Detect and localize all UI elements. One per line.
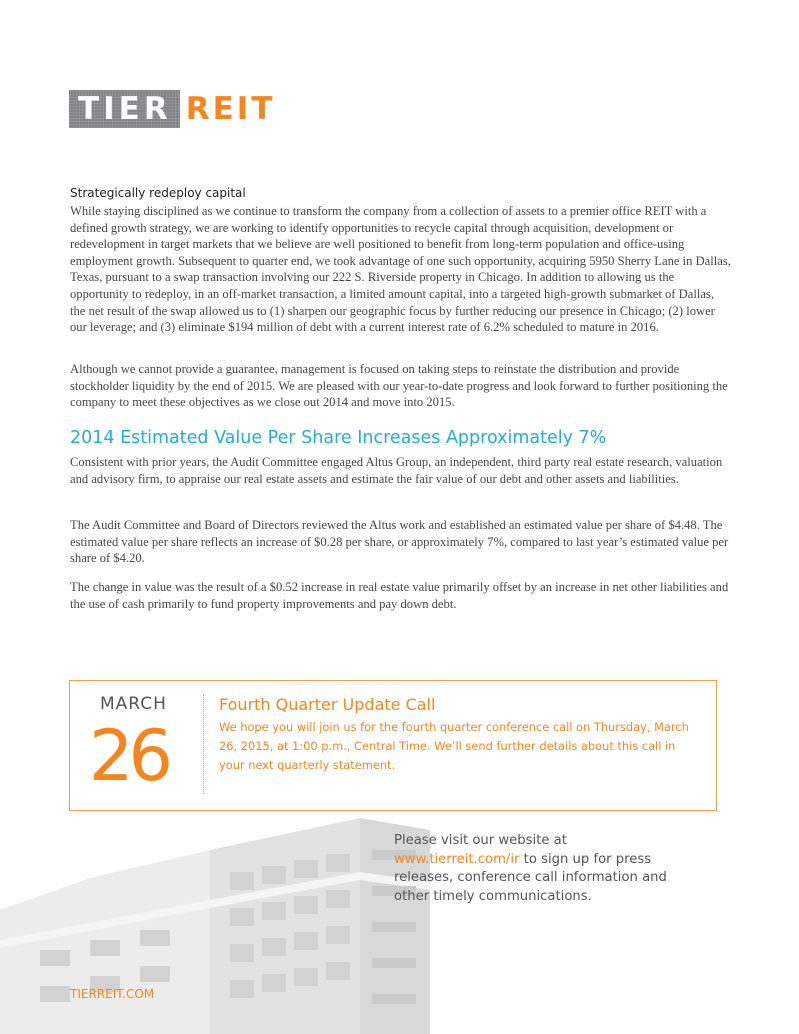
tierreit-logo	[69, 90, 275, 128]
callout-text: We hope you will join us for the fourth quarter conference call on Thursday, March 26, 2015, at 1:00 p.m., Central Time. We’ll send further details about this call in your next quarterly statement.	[219, 720, 689, 772]
section-heading-value-per-share: 2014 Estimated Value Per Share Increases Approximately 7%	[70, 428, 607, 448]
paragraph-change-in-value: The change in value was the result of a $0.52 increase in real estate value primarily offset by an increase in net other liabilities and the use of cash primarily to fund property improvements and pay down debt.	[70, 580, 729, 611]
paragraph-redeploy: While staying disciplined as we continue to transform the company from a collection of assets to a premier office REIT with a defined growth strategy, we are working to identify opportunities to recycle capital through acquisition, development or redevelopment in target markets that we believe are well positioned to benefit from long-term population and office-using employment growth. Subsequent to quarter end, we took advantage of one such opportunity, acquiring 5950 Sherry Lane in Dallas, Texas, pursuant to a swap transaction involving our 222 S. Riverside property in Chicago. In addition to allowing us the opportunity to redeploy, in an off-market transaction, a limited amount capital, into a targeted high-growth submarket of Dallas, the net result of the swap allowed us to (1) sharpen our geographic focus by further reducing our presence in Chicago; (2) lower our leverage; and (3) eliminate $194 million of debt with a current interest rate of 6.2% scheduled to mature in 2016.	[70, 204, 731, 335]
logo-reit-text: REIT	[185, 91, 276, 127]
footer-website-link[interactable]: TIERREIT.COM	[70, 987, 155, 1001]
visit-website-text	[394, 832, 694, 906]
logo-tier-text: TIER	[69, 90, 180, 128]
callout-day: 26	[89, 715, 169, 797]
section-heading-redeploy: Strategically redeploy capital	[70, 186, 246, 200]
visit-line1: Please visit our website at	[394, 833, 567, 848]
paragraph-guarantee: Although we cannot provide a guarantee, management is focused on taking steps to reinstate the distribution and provide stockholder liquidity by the end of 2015. We are pleased with our year-to-date progress and look forward to further positioning the company to meet these objectives as we close out 2014 and move into 2015.	[70, 362, 728, 410]
paragraph-estimated-value: The Audit Committee and Board of Directors reviewed the Altus work and established an estimated value per share of $4.48. The estimated value per share reflects an increase of $0.28 per share, or approximately 7%, compared to last year’s estimated value per share of $4.20.	[70, 518, 729, 566]
visit-rest: to sign up for press releases, conference call information and other timely communications.	[394, 851, 667, 904]
paragraph-audit-committee: Consistent with prior years, the Audit Committee engaged Altus Group, an independent, third party real estate research, valuation and advisory firm, to appraise our real estate assets and estimate the fair value of our debt and other assets and liabilities.	[70, 455, 723, 486]
callout-title: Fourth Quarter Update Call	[219, 695, 436, 714]
callout-divider	[203, 694, 204, 794]
callout-month: MARCH	[100, 694, 167, 714]
investor-relations-link[interactable]: www.tierreit.com/ir	[394, 851, 520, 867]
